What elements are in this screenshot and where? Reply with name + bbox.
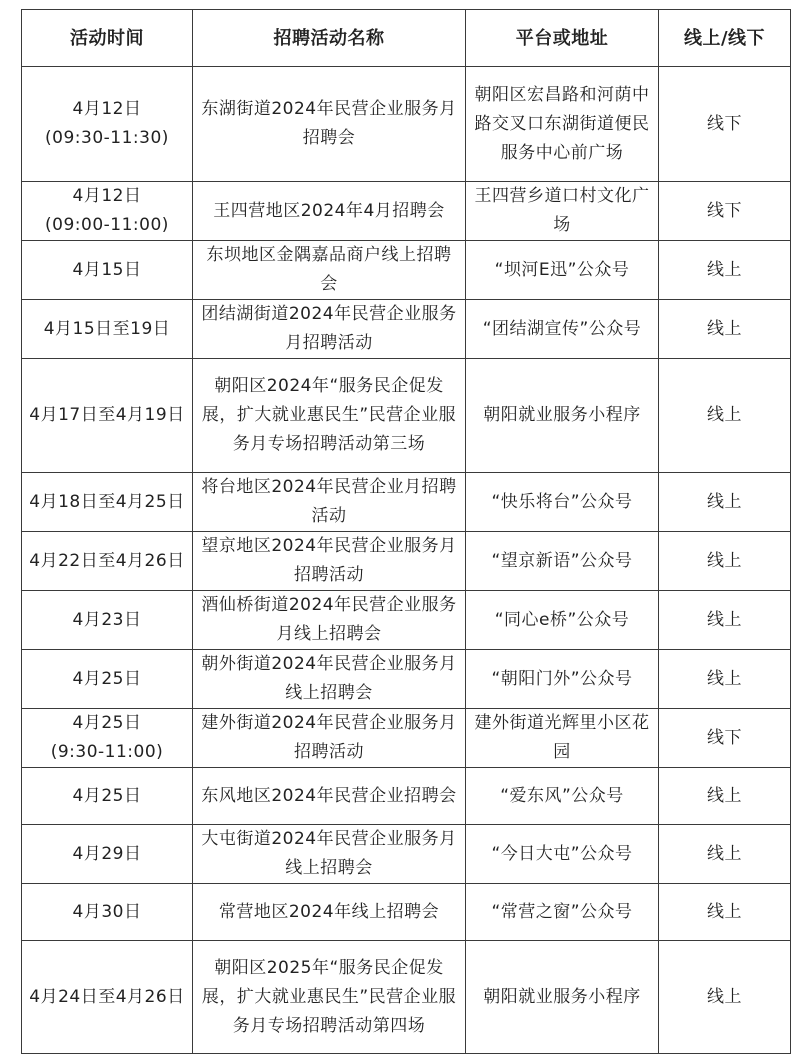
mode-cell: 线上 [659,884,791,941]
table-row [22,67,791,182]
time-cell: 4月25日 [22,650,193,709]
recruitment-events-table [21,9,791,1054]
mode-cell: 线上 [659,300,791,359]
mode-cell: 线上 [659,359,791,473]
name-cell: 东湖街道2024年民营企业服务月招聘会 [193,67,466,182]
name-cell: 东风地区2024年民营企业招聘会 [193,768,466,825]
place-cell: 朝阳就业服务小程序 [466,359,659,473]
table-row [22,591,791,650]
mode-cell: 线下 [659,67,791,182]
time-cell: 4月22日至4月26日 [22,532,193,591]
table-row [22,768,791,825]
time-cell: 4月24日至4月26日 [22,941,193,1054]
name-cell: 东坝地区金隅嘉品商户线上招聘会 [193,241,466,300]
name-cell: 团结湖街道2024年民营企业服务月招聘活动 [193,300,466,359]
mode-cell: 线上 [659,941,791,1054]
time-cell: 4月12日 (09:30-11:30) [22,67,193,182]
time-cell: 4月29日 [22,825,193,884]
time-cell: 4月15日 [22,241,193,300]
name-cell: 望京地区2024年民营企业服务月招聘活动 [193,532,466,591]
table-row [22,709,791,768]
place-cell: “快乐将台”公众号 [466,473,659,532]
table-row [22,241,791,300]
place-cell: “朝阳门外”公众号 [466,650,659,709]
mode-cell: 线上 [659,768,791,825]
mode-cell: 线上 [659,825,791,884]
time-cell: 4月18日至4月25日 [22,473,193,532]
table-row [22,300,791,359]
mode-cell: 线上 [659,532,791,591]
place-cell: 朝阳区宏昌路和河荫中路交叉口东湖街道便民服务中心前广场 [466,67,659,182]
mode-cell: 线下 [659,182,791,241]
place-cell: “今日大屯”公众号 [466,825,659,884]
name-cell: 酒仙桥街道2024年民营企业服务月线上招聘会 [193,591,466,650]
mode-cell: 线上 [659,241,791,300]
time-cell: 4月25日 [22,768,193,825]
place-cell: “常营之窗”公众号 [466,884,659,941]
table-row [22,359,791,473]
place-cell: 王四营乡道口村文化广场 [466,182,659,241]
name-cell: 朝阳区2024年“服务民企促发展，扩大就业惠民生”民营企业服务月专场招聘活动第三场 [193,359,466,473]
place-cell: “团结湖宣传”公众号 [466,300,659,359]
mode-cell: 线上 [659,591,791,650]
table-row [22,884,791,941]
header-time: 活动时间 [22,10,193,67]
table-row [22,473,791,532]
time-cell: 4月12日 (09:00-11:00) [22,182,193,241]
time-cell: 4月15日至19日 [22,300,193,359]
name-cell: 朝阳区2025年“服务民企促发展，扩大就业惠民生”民营企业服务月专场招聘活动第四场 [193,941,466,1054]
table-row [22,532,791,591]
time-cell: 4月30日 [22,884,193,941]
header-platform-address: 平台或地址 [466,10,659,67]
name-cell: 建外街道2024年民营企业服务月招聘活动 [193,709,466,768]
mode-cell: 线上 [659,473,791,532]
table-row [22,941,791,1054]
table-row [22,650,791,709]
table-row [22,825,791,884]
time-cell: 4月17日至4月19日 [22,359,193,473]
time-cell: 4月23日 [22,591,193,650]
table-row [22,182,791,241]
mode-cell: 线下 [659,709,791,768]
place-cell: “同心e桥”公众号 [466,591,659,650]
place-cell: “爱东风”公众号 [466,768,659,825]
header-event-name: 招聘活动名称 [193,10,466,67]
header-online-offline: 线上/线下 [659,10,791,67]
name-cell: 王四营地区2024年4月招聘会 [193,182,466,241]
place-cell: 朝阳就业服务小程序 [466,941,659,1054]
place-cell: 建外街道光辉里小区花园 [466,709,659,768]
name-cell: 朝外街道2024年民营企业服务月线上招聘会 [193,650,466,709]
place-cell: “望京新语”公众号 [466,532,659,591]
name-cell: 将台地区2024年民营企业月招聘活动 [193,473,466,532]
mode-cell: 线上 [659,650,791,709]
name-cell: 大屯街道2024年民营企业服务月线上招聘会 [193,825,466,884]
name-cell: 常营地区2024年线上招聘会 [193,884,466,941]
time-cell: 4月25日 (9:30-11:00) [22,709,193,768]
header-row [22,10,791,67]
place-cell: “坝河E迅”公众号 [466,241,659,300]
